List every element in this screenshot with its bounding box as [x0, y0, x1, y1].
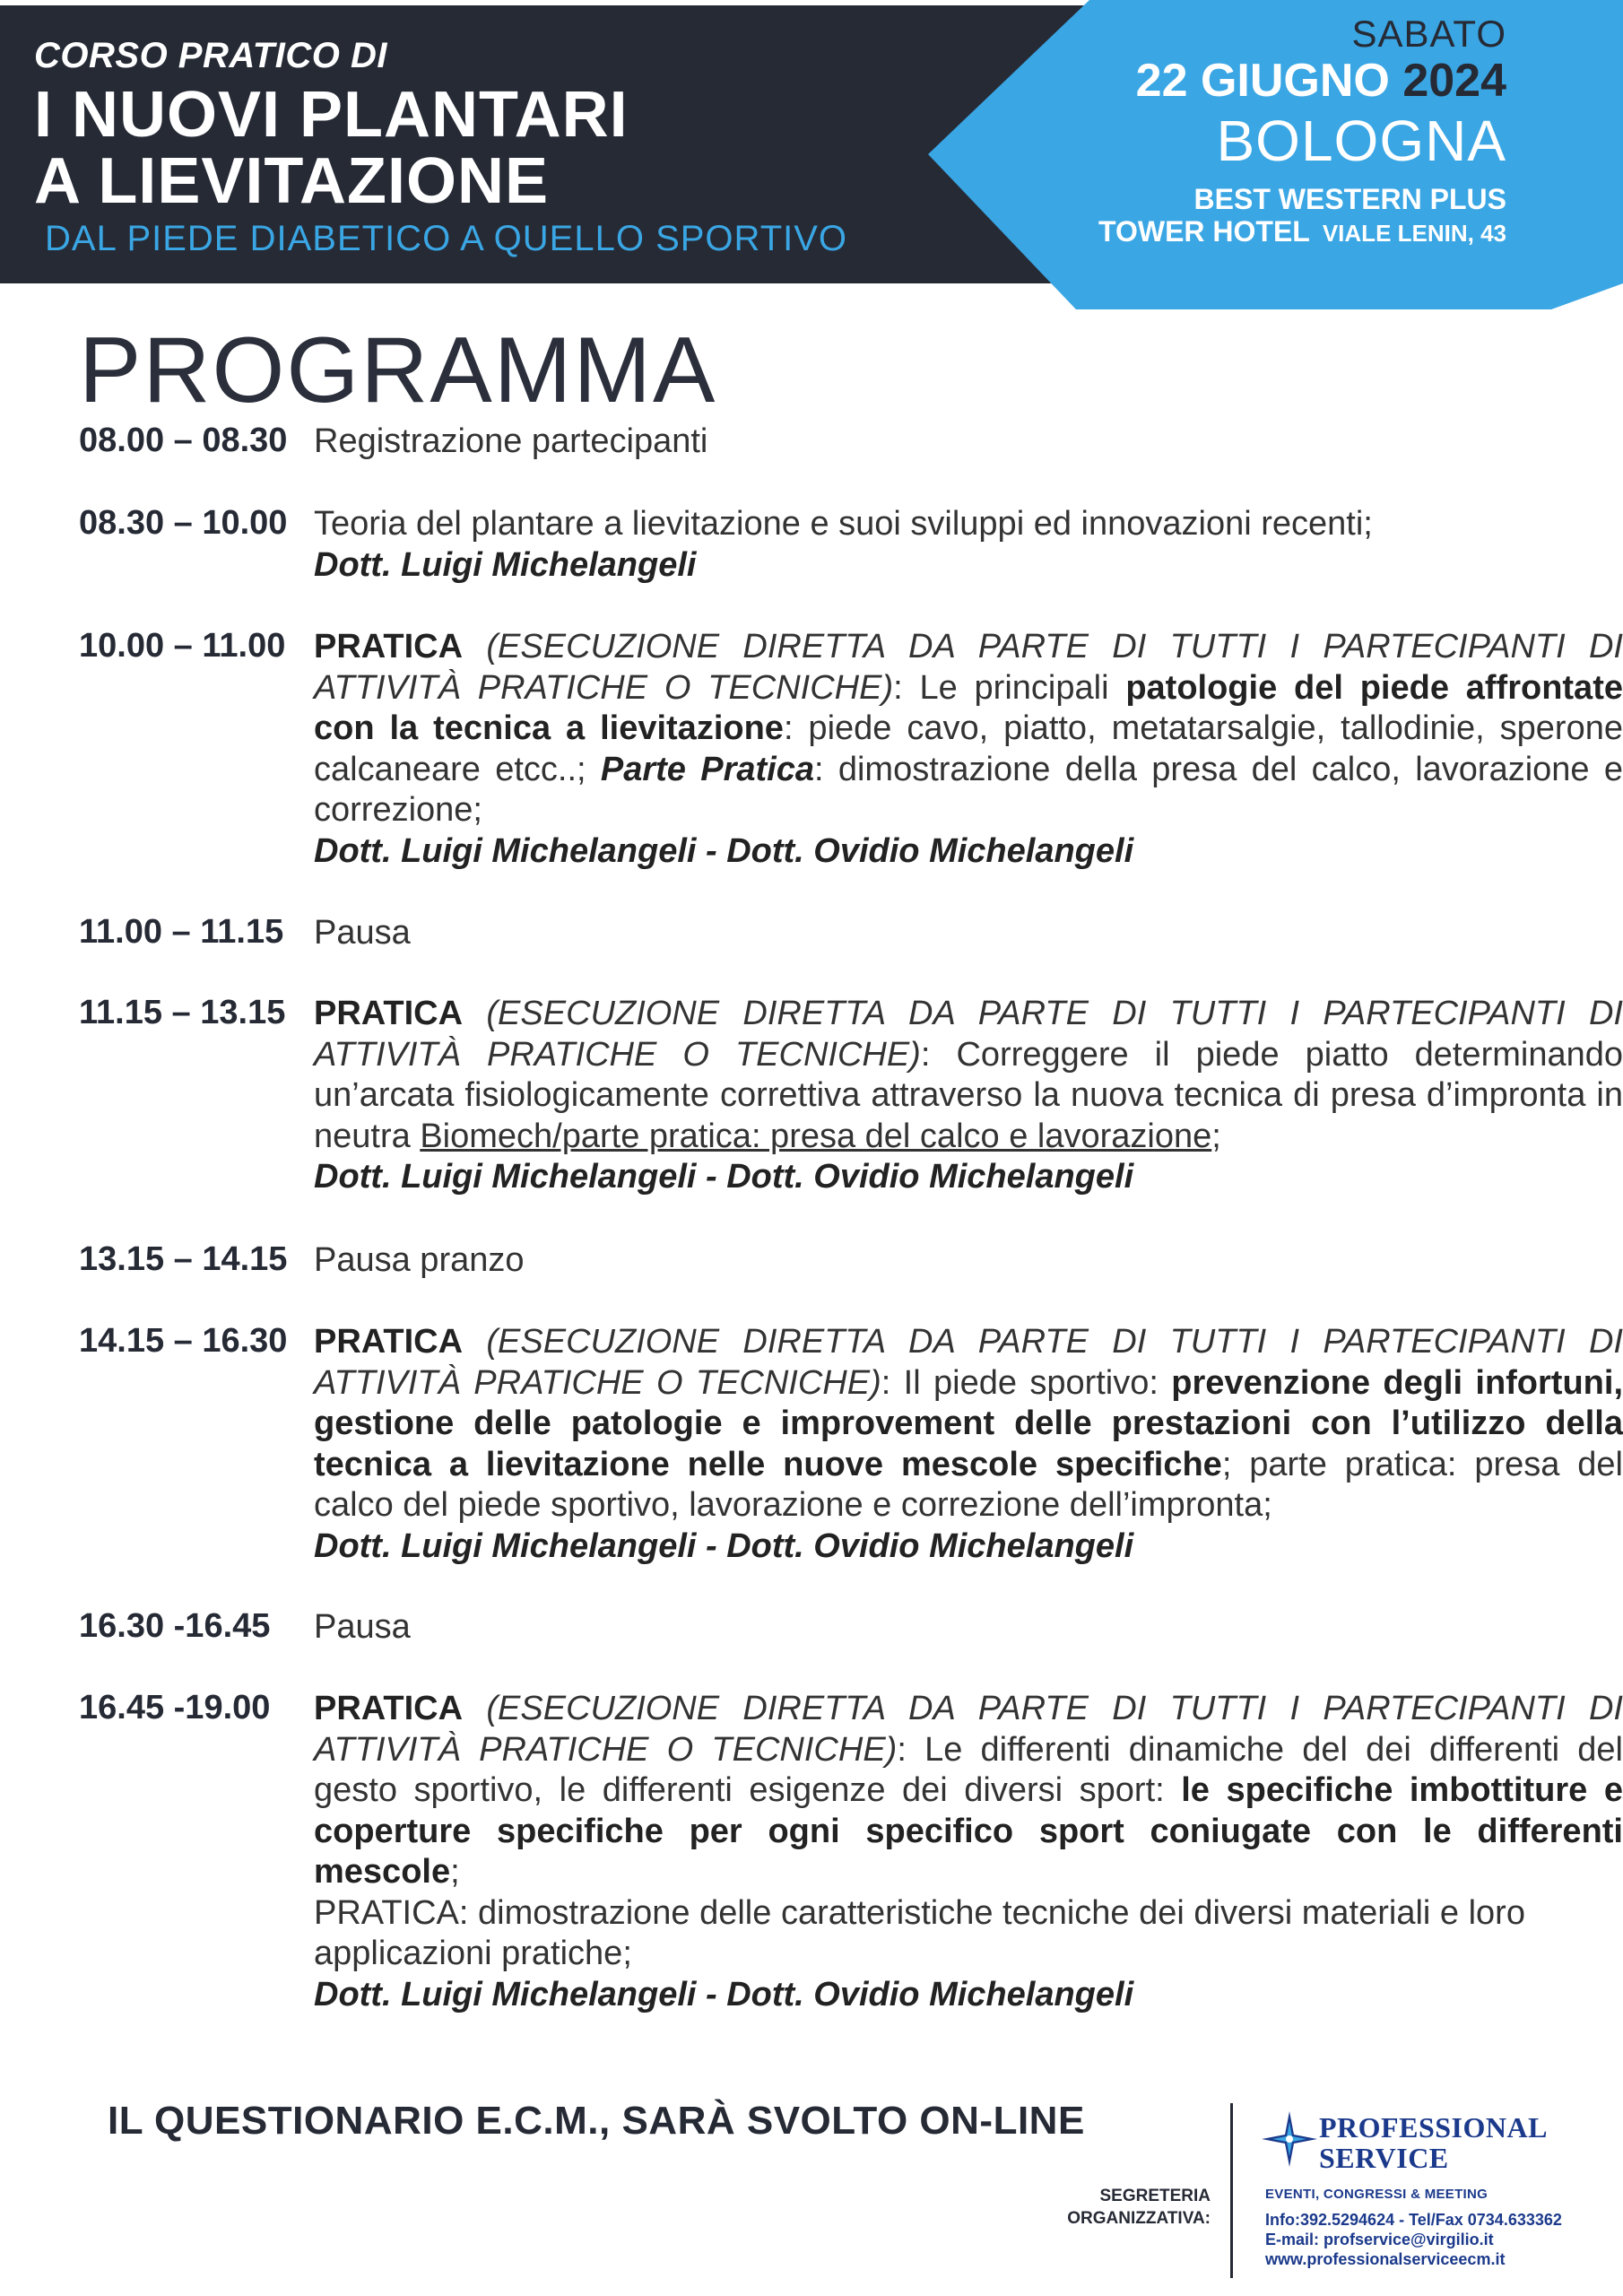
schedule-text [314, 1607, 1623, 1648]
pratica-note: (ESECUZIONE DIRETTA DA PARTE DI TUTTI I PARTECIPANTI DI ATTIVITÀ PRATICHE O TECNICHE) [314, 628, 1623, 707]
segreteria-line2: ORGANIZZATIVA: [1067, 2209, 1211, 2228]
footer-divider [1230, 2103, 1233, 2278]
schedule-time: 10.00 – 11.00 [79, 627, 286, 665]
event-hotel-name: TOWER HOTEL [1098, 215, 1310, 248]
pratica-label: PRATICA [314, 1323, 464, 1361]
schedule-time: 08.30 – 10.00 [79, 504, 288, 542]
header-banner [0, 0, 1623, 283]
text-bold: le specifiche imbottiture e coperture specifiche per ogni specifico sport coniugate con le differenti mescole [314, 1771, 1623, 1891]
course-title-line2: A LIEVITAZIONE [34, 145, 550, 217]
event-hotel-line1: BEST WESTERN PLUS [1193, 183, 1506, 215]
schedule-speaker: Dott. Luigi Michelangeli [314, 545, 697, 584]
contact-phone: Info:392.5294624 - Tel/Fax 0734.633362 [1265, 2211, 1562, 2229]
event-address: VIALE LENIN, 43 [1322, 220, 1506, 247]
logo-name-line2: SERVICE [1319, 2142, 1449, 2174]
schedule-speaker: Dott. Luigi Michelangeli - Dott. Ovidio Michelangeli [314, 1526, 1134, 1565]
schedule-text [314, 422, 1623, 463]
compass-star-icon [1260, 2109, 1319, 2169]
schedule-description: Registrazione partecipanti [314, 422, 708, 460]
text-underlined: Biomech/parte pratica: presa del calco e lavorazione [420, 1117, 1212, 1155]
ecm-questionnaire-note: IL QUESTIONARIO E.C.M., SARÀ SVOLTO ON-LINE [108, 2099, 1085, 2143]
text-segment: ; [450, 1853, 460, 1891]
pratica-label: PRATICA [314, 1690, 464, 1727]
text-segment: : Correggere il piede piatto determinando un’arcata fisiologicamente correttiva attraverso la nuova tecnica di presa d’impronta in neutra [314, 1035, 1623, 1155]
schedule-description: Pausa [314, 1608, 411, 1646]
schedule-time: 11.15 – 13.15 [79, 994, 286, 1031]
schedule-description: Pausa pranzo [314, 1241, 525, 1279]
schedule-time: 16.30 -16.45 [79, 1607, 271, 1645]
course-subtitle: CORSO PRATICO DI [34, 36, 387, 75]
event-hotel-line2 [1098, 215, 1506, 248]
pratica-note: (ESECUZIONE DIRETTA DA PARTE DI TUTTI I PARTECIPANTI DI ATTIVITÀ PRATICHE O TECNICHE) [314, 1323, 1623, 1402]
text-bold: prevenzione degli infortuni, gestione delle patologie e improvement delle prestazioni con l’utilizzo della tecnica a lievitazione nelle nuove mescole specifiche [314, 1363, 1623, 1483]
event-date [1136, 54, 1506, 108]
contact-website[interactable]: www.professionalserviceecm.it [1265, 2250, 1506, 2268]
pratica-note: (ESECUZIONE DIRETTA DA PARTE DI TUTTI I PARTECIPANTI DI ATTIVITÀ PRATICHE O TECNICHE) [314, 995, 1623, 1074]
schedule-text [314, 1240, 1623, 1282]
programma-title: PROGRAMMA [79, 318, 717, 422]
schedule-text [314, 1322, 1623, 1567]
schedule-description: Pausa [314, 914, 411, 952]
schedule-text [314, 1689, 1623, 2015]
event-year: 2024 [1402, 55, 1506, 107]
course-title-line1: I NUOVI PLANTARI [34, 79, 629, 151]
text-segment: : Il piede sportivo: [881, 1363, 1172, 1402]
text-segment: : Le differenti dinamiche del dei differenti del gesto sportivo, le differenti esigenze dei diversi sport: [314, 1730, 1623, 1809]
contact-info [1265, 2210, 1562, 2269]
pratica-label: PRATICA [314, 628, 464, 665]
event-date-day-month: 22 GIUGNO [1135, 55, 1390, 107]
event-day: SABATO [1351, 13, 1506, 55]
schedule-description: Teoria del plantare a lievitazione e suoi sviluppi ed innovazioni recenti; [314, 505, 1373, 543]
schedule-time: 11.00 – 11.15 [79, 913, 284, 951]
pratica-demo: PRATICA: dimostrazione delle caratteristiche tecniche dei diversi materiali e loro applicazioni pratiche; [314, 1893, 1525, 1972]
schedule-time: 16.45 -19.00 [79, 1689, 271, 1726]
schedule-text [314, 994, 1623, 1198]
segreteria-label [1040, 2185, 1211, 2230]
schedule-time: 14.15 – 16.30 [79, 1322, 288, 1360]
course-tagline: DAL PIEDE DIABETICO A QUELLO SPORTIVO [45, 219, 848, 258]
schedule-text [314, 913, 1623, 954]
schedule-speaker: Dott. Luigi Michelangeli - Dott. Ovidio Michelangeli [314, 1158, 1134, 1196]
text-segment: ; parte pratica: presa del calco del piede sportivo, lavorazione e correzione dell’impronta; [314, 1445, 1623, 1524]
text-segment: : dimostrazione della presa del calco, lavorazione e correzione; [314, 750, 1623, 829]
logo-tagline: EVENTI, CONGRESSI & MEETING [1265, 2187, 1488, 2202]
professional-service-logo [1260, 2109, 1619, 2271]
text-bold-italic: Parte Pratica [600, 750, 814, 788]
text-segment: : piede cavo, piatto, metatarsalgie, tallodinie, sperone calcaneare etcc..; [314, 709, 1623, 788]
schedule-text [314, 504, 1623, 586]
logo-name-line1: PROFESSIONAL [1319, 2111, 1548, 2144]
schedule-text [314, 627, 1623, 872]
contact-email[interactable]: E-mail: profservice@virgilio.it [1265, 2231, 1494, 2248]
schedule-speaker: Dott. Luigi Michelangeli - Dott. Ovidio Michelangeli [314, 1975, 1134, 2013]
pratica-label: PRATICA [314, 995, 464, 1032]
text-bold: patologie del piede affrontate con la tecnica a lievitazione [314, 668, 1623, 747]
schedule-speaker: Dott. Luigi Michelangeli - Dott. Ovidio Michelangeli [314, 831, 1134, 870]
event-city: BOLOGNA [1216, 109, 1506, 173]
schedule-time: 08.00 – 08.30 [79, 422, 288, 459]
schedule-time: 13.15 – 14.15 [79, 1240, 288, 1278]
text-segment: ; [1211, 1117, 1221, 1155]
pratica-note: (ESECUZIONE DIRETTA DA PARTE DI TUTTI I PARTECIPANTI DI ATTIVITÀ PRATICHE O TECNICHE) [314, 1690, 1623, 1769]
text-segment: : Le principali [893, 668, 1126, 707]
segreteria-line1: SEGRETERIA [1099, 2187, 1211, 2205]
